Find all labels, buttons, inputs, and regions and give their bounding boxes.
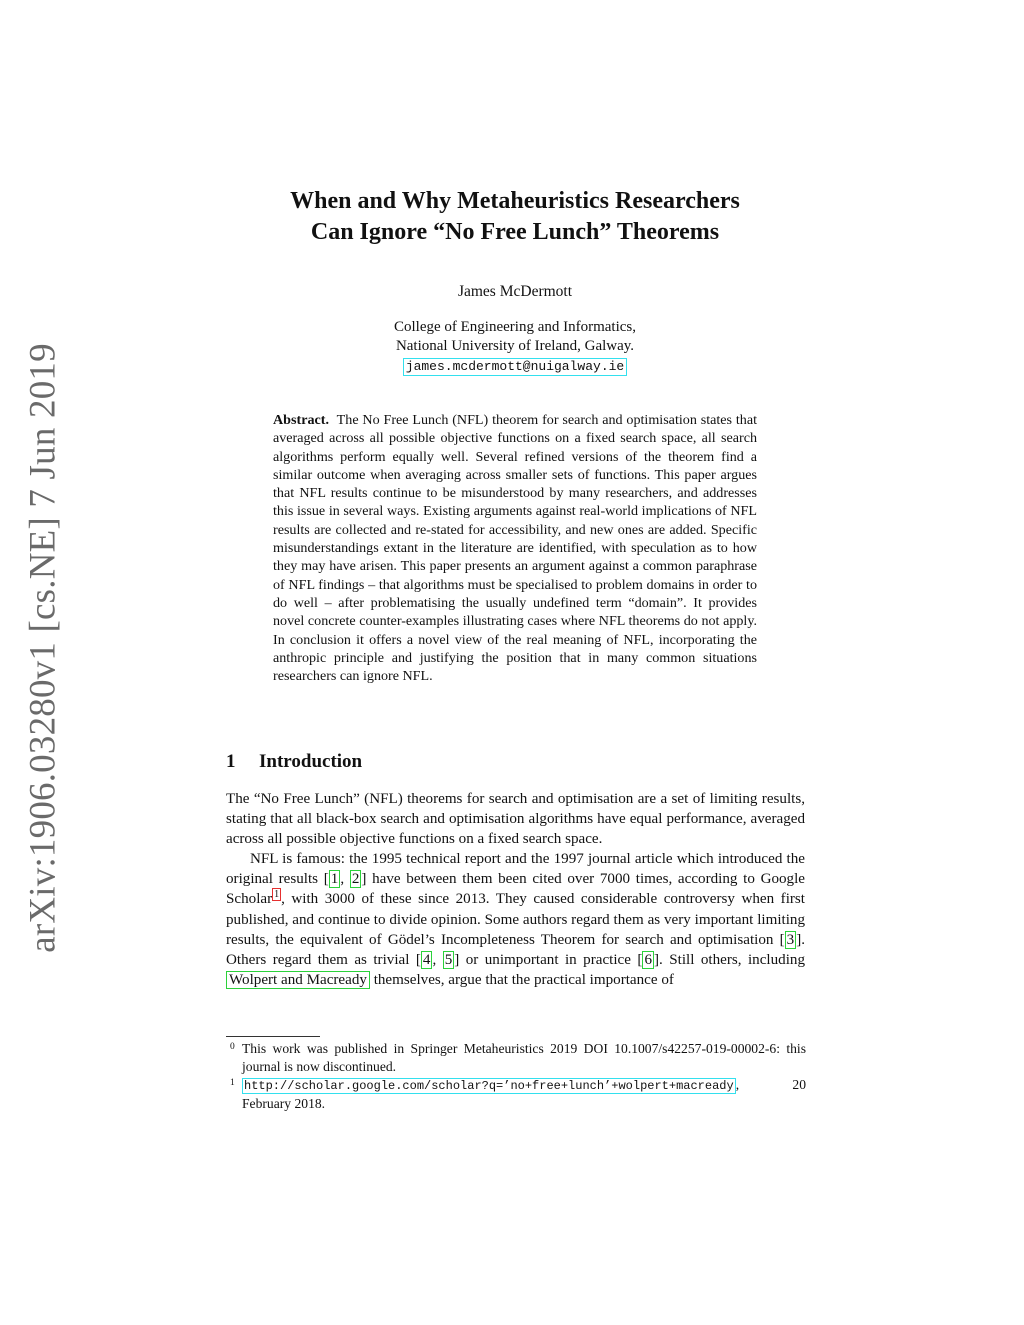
title-line-1: When and Why Metaheuristics Researchers [290, 188, 740, 214]
footnote-1: 1 http://scholar.google.com/scholar?q=’no+free+lunch’+wolpert+macready , 20 February 2018. [230, 1077, 806, 1111]
author-name: James McDermott [457, 283, 573, 300]
reference-link-1[interactable]: 1 [330, 871, 339, 888]
affiliation [0, 318, 1024, 356]
abstract-label: Abstract. [273, 412, 329, 428]
section-number: 1 [226, 751, 236, 772]
footnote-link-1[interactable]: 1 [274, 889, 280, 901]
paragraph-1: The “No Free Lunch” (NFL) theorems for search and optimisation are a set of limiting results, stating that all black-box search and optimisation algorithms have equal performance, averaged across all possible objective functions on a fixed search space. [226, 791, 805, 848]
paper-title [200, 186, 830, 248]
title-line-2: Can Ignore “No Free Lunch” Theorems [310, 219, 720, 245]
reference-link-2[interactable]: 2 [351, 871, 360, 888]
reference-link-5[interactable]: 5 [444, 951, 453, 968]
affiliation-line-1: College of Engineering and Informatics, [393, 319, 636, 335]
citation-link-wolpert-macready[interactable]: Wolpert and Macready [226, 971, 370, 989]
section-title: Introduction [259, 751, 363, 772]
reference-link-4[interactable]: 4 [422, 951, 431, 968]
abstract [273, 411, 757, 685]
reference-link-6[interactable]: 6 [644, 951, 652, 968]
body-text [226, 789, 805, 990]
email-link[interactable]: james.mcdermott@nuigalway.ie [403, 358, 627, 376]
affiliation-line-2: National University of Ireland, Galway. [395, 338, 635, 354]
reference-link-3[interactable]: 3 [786, 931, 795, 948]
abstract-text: The No Free Lunch (NFL) theorem for search and optimisation states that averaged across all possible objective functions on a fixed search space, all search algorithms perform equally well. Several refined versions of the theorem find a similar outcome when averaging across smaller sets of functions. This paper argues that NFL results continue to be misunderstood by many researchers, and addresses this issue in several ways. Existing arguments against real-world implications of NFL results are collected and re-stated for accessibility, and new ones are added. Specific misunderstandings extant in the literature are identified, with speculation as to how they may have arisen. This paper presents an argument against a common paraphrase of NFL findings – that algorithms must be specialised to problem domains in order to do well – after problematising the usually undefined term “domain”. It provides novel concrete counter-examples illustrating cases where NFL theorems do not apply. In conclusion it offers a novel view of the real meaning of NFL, incorporating the anthropic principle and justifying the position that in many common situations researchers can ignore NFL. [273, 412, 757, 685]
footnote-rule [226, 1036, 320, 1037]
arxiv-stamp: arXiv:1906.03280v1 [cs.NE] 7 Jun 2019 [22, 342, 64, 953]
section-heading [226, 751, 362, 773]
footnotes [226, 1040, 806, 1113]
paragraph-2: NFL is famous: the 1995 technical report and the 1997 journal article which introduced the original results [ 1 , 2 ] have between them been cited over 7000 times, according to Google Scholar $^1$ , with 3000 of these since 2013. They caused considerable controversy when first published, and continue to divide opinion. Some authors regard them as very important limiting results, the equivalent of Gödel’s Incompleteness Theorem for search and optimisation [ 3 ]. Others regard them as trivial [ 4 , 5 ] or unimportant in practice [ 6 ]. Still others, including Wolpert and Macready themselves, argue that the practical importance of [226, 851, 806, 988]
scholar-url-link[interactable]: http://scholar.google.com/scholar?q=’no+free+lunch’+wolpert+macready [244, 1079, 734, 1093]
footnote-0: 0 This work was published in Springer Metaheuristics 2019 DOI 10.1007/s42257-019-00002-6: this journal is now discontinued. [230, 1041, 806, 1074]
